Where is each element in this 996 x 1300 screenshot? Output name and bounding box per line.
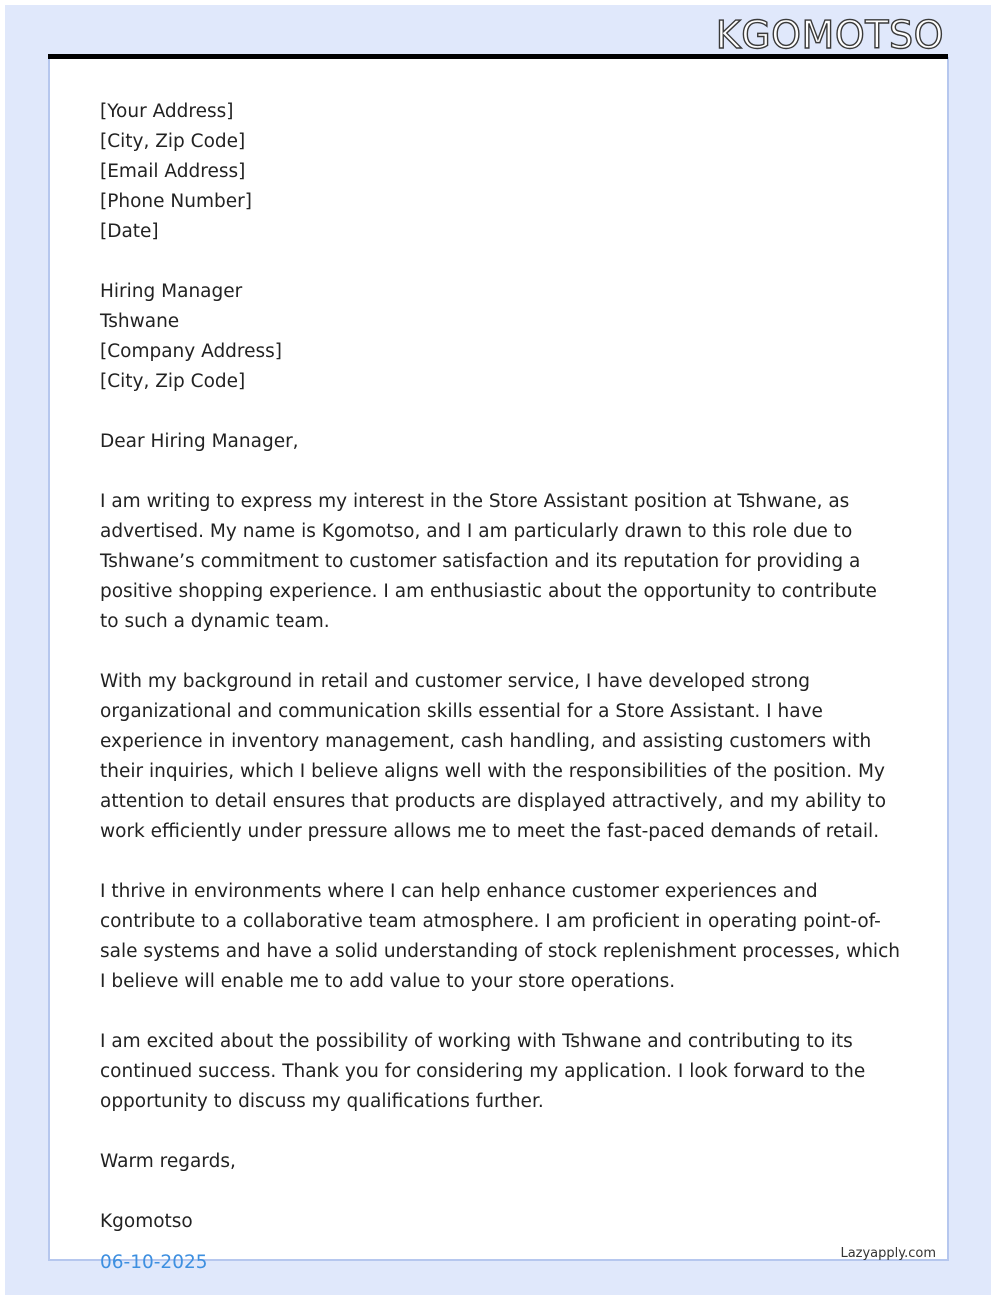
sender-date: [Date] [100, 221, 159, 242]
signature: Kgomotso [100, 1211, 193, 1232]
brand-name: KGOMOTSO [715, 13, 944, 57]
spacer [100, 397, 900, 427]
sender-block [100, 97, 900, 247]
spacer [100, 637, 900, 667]
recipient-block [100, 277, 900, 397]
spacer [100, 247, 900, 277]
recipient-address: [Company Address] [100, 341, 283, 362]
watermark: Lazyapply.com [840, 1246, 936, 1261]
sender-city-zip: [City, Zip Code] [100, 131, 246, 152]
spacer [100, 1177, 900, 1207]
salutation: Dear Hiring Manager, [100, 431, 299, 452]
cover-letter [100, 97, 900, 1237]
spacer [100, 457, 900, 487]
spacer [100, 847, 900, 877]
footer-date: 06-10-2025 [100, 1252, 208, 1273]
spacer [100, 1117, 900, 1147]
body-paragraph-4: I am excited about the possibility of working with Tshwane and contributing to its continued success. Thank you for considering my application. I look forward to the opportunity to discuss my qualifications further. [100, 1031, 866, 1112]
recipient-title: Hiring Manager [100, 281, 243, 302]
body-paragraph-3: I thrive in environments where I can help enhance customer experiences and contribute to a collaborative team atmosphere. I am proficient in operating point-of-sale systems and have a solid understanding of stock replenishment processes, which I believe will enable me to add value to your store operations. [100, 881, 900, 992]
recipient-city-zip: [City, Zip Code] [100, 371, 246, 392]
recipient-company: Tshwane [100, 311, 180, 332]
body-paragraph-2: With my background in retail and customer service, I have developed strong organizational and communication skills essential for a Store Assistant. I have experience in inventory management, cash handling, and assisting customers with their inquiries, which I believe aligns well with the responsibilities of the position. My attention to detail ensures that products are displayed attractively, and my ability to work efficiently under pressure allows me to meet the fast-paced demands of retail. [100, 671, 887, 842]
sender-phone: [Phone Number] [100, 191, 252, 212]
spacer [100, 997, 900, 1027]
sender-address: [Your Address] [100, 101, 234, 122]
body-paragraph-1: I am writing to express my interest in the Store Assistant position at Tshwane, as advertised. My name is Kgomotso, and I am particularly drawn to this role due to Tshwane’s commitment to customer satisfaction and its reputation for providing a positive shopping experience. I am enthusiastic about the opportunity to contribute to such a dynamic team. [100, 491, 877, 632]
sender-email: [Email Address] [100, 161, 246, 182]
closing: Warm regards, [100, 1151, 236, 1172]
